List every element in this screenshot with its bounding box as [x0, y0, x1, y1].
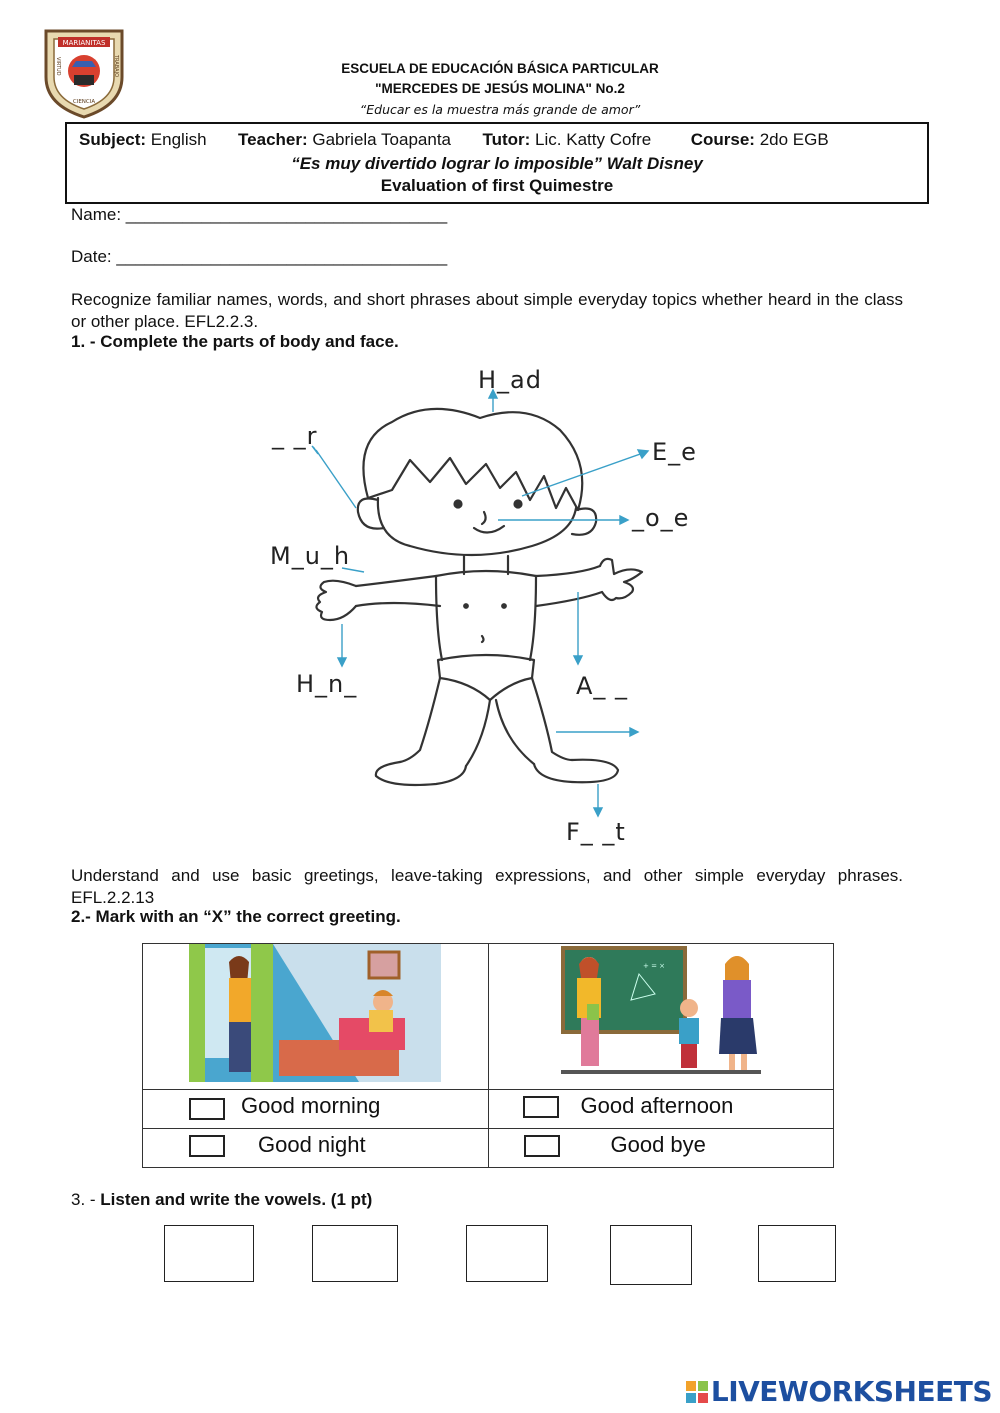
- vowel-box-2[interactable]: [312, 1225, 398, 1282]
- section3-question-text: Listen and write the vowels. (1 pt): [100, 1190, 373, 1209]
- section3-question: [71, 1190, 372, 1210]
- option-good-bye[interactable]: [488, 1129, 834, 1168]
- body-diagram: [260, 360, 720, 850]
- section2-question: 2.- Mark with an “X” the correct greeting.: [71, 907, 401, 926]
- quote: “Es muy divertido lograr lo imposible” Walt Disney: [291, 154, 703, 173]
- vowel-box-5[interactable]: [758, 1225, 836, 1282]
- liveworksheets-brand[interactable]: [686, 1375, 992, 1408]
- label-hand: H_n_: [296, 670, 358, 698]
- greeting-table: [142, 943, 834, 1168]
- school-name-line1: ESCUELA DE EDUCACIÓN BÁSICA PARTICULAR: [341, 61, 659, 76]
- teacher-value: Gabriela Toapanta: [312, 130, 451, 149]
- course-label: Course:: [690, 130, 755, 149]
- bedroom-illustration: [189, 944, 441, 1082]
- tutor-value: Lic. Katty Cofre: [535, 130, 652, 149]
- morning-picture-cell: [143, 944, 489, 1090]
- liveworksheets-logo-icon: [686, 1377, 708, 1399]
- section2-objective: Understand and use basic greetings, leave-taking expressions, and other simple everyday phrases. EFL.2.2.13: [71, 866, 903, 907]
- checkbox-good-morning[interactable]: [189, 1098, 225, 1120]
- section1-question: 1. - Complete the parts of body and face.: [71, 332, 399, 351]
- liveworksheets-brand-text: LIVEWORKSHEETS: [710, 1375, 992, 1408]
- label-head: H_ad: [478, 366, 542, 394]
- label-nose: _o_e: [632, 504, 690, 532]
- course-value: 2do EGB: [759, 130, 829, 149]
- classroom-illustration: [559, 944, 771, 1082]
- boy-drawing: [316, 409, 642, 785]
- option-good-morning-label: Good morning: [241, 1093, 381, 1118]
- subject-value: English: [150, 130, 207, 149]
- option-good-bye-label: Good bye: [610, 1132, 706, 1157]
- section3-number: 3. -: [71, 1190, 96, 1209]
- checkbox-good-night[interactable]: [189, 1135, 225, 1157]
- option-good-night[interactable]: [143, 1129, 489, 1168]
- evaluation-title: Evaluation of first Quimestre: [380, 176, 614, 195]
- label-mouth: M_u_h: [270, 542, 351, 570]
- info-box: [65, 122, 929, 204]
- logo-text-bottom: CIENCIA: [72, 99, 96, 105]
- tutor-label: Tutor:: [482, 130, 531, 149]
- label-arrows: [312, 390, 648, 816]
- subject-label: Subject:: [79, 130, 147, 149]
- vowel-box-3[interactable]: [466, 1225, 548, 1282]
- option-good-afternoon[interactable]: [488, 1090, 834, 1129]
- vowel-box-4[interactable]: [610, 1225, 692, 1285]
- label-eye: E_e: [652, 438, 697, 466]
- label-arm: A_ _: [576, 672, 629, 700]
- afternoon-picture-cell: [488, 944, 834, 1090]
- logo-text-right: TRABAJO: [113, 55, 119, 78]
- option-good-afternoon-label: Good afternoon: [580, 1093, 734, 1118]
- vowel-box-1[interactable]: [164, 1225, 254, 1282]
- school-name-line2: "MERCEDES DE JESÚS MOLINA" No.2: [375, 81, 625, 96]
- teacher-label: Teacher:: [238, 130, 308, 149]
- date-field[interactable]: Date: ___________________________________: [71, 247, 448, 266]
- checkbox-good-bye[interactable]: [524, 1135, 560, 1157]
- school-logo: [42, 27, 126, 119]
- option-good-morning[interactable]: [143, 1090, 489, 1129]
- svg-text:+ = ×: + = ×: [642, 962, 665, 970]
- section1-objective: Recognize familiar names, words, and short phrases about simple everyday topics whether heard in the class or other place. EFL2.2.3.: [71, 290, 903, 331]
- option-good-night-label: Good night: [258, 1132, 366, 1157]
- label-foot: F_ _t: [566, 818, 626, 846]
- name-field[interactable]: Name: __________________________________: [71, 205, 448, 224]
- label-ear: _ _r: [272, 422, 318, 450]
- info-row: [79, 130, 829, 150]
- checkbox-good-afternoon[interactable]: [523, 1096, 559, 1118]
- logo-text-top: MARIANITAS: [62, 39, 106, 47]
- school-motto: “Educar es la muestra más grande de amor”: [359, 102, 641, 117]
- logo-text-left: VIRTUD: [55, 57, 61, 76]
